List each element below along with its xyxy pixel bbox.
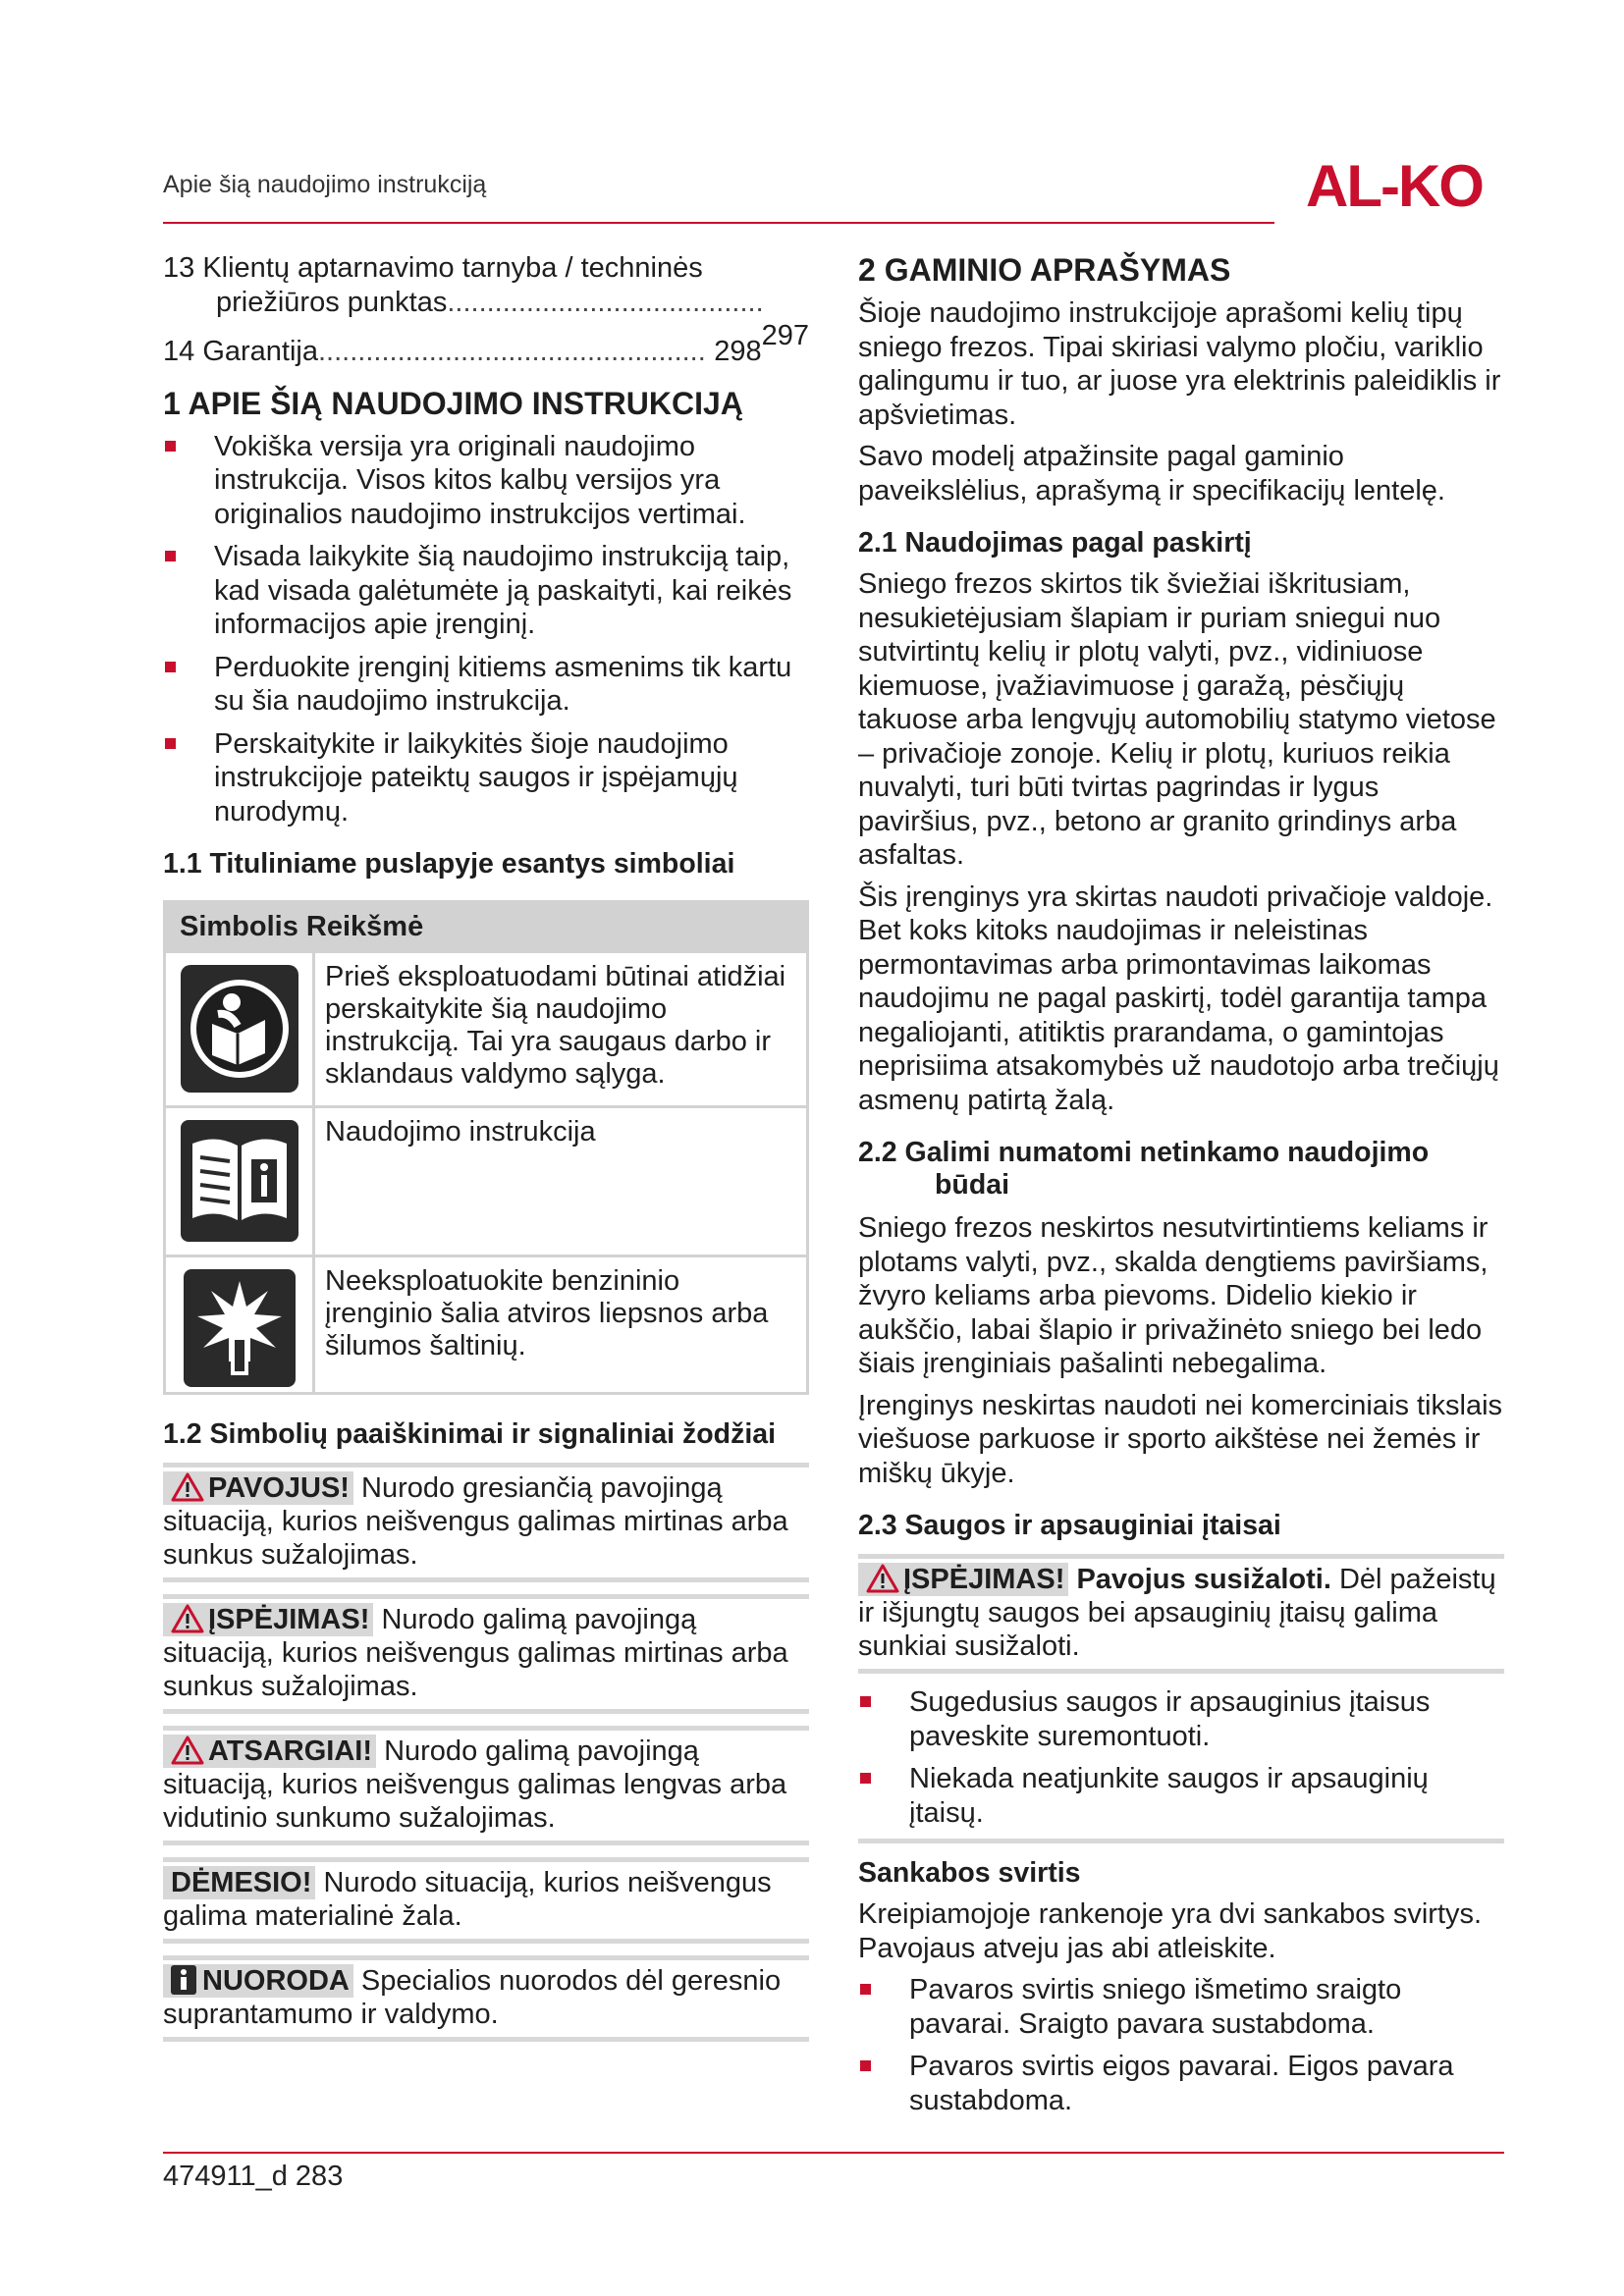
warning-triangle-icon: [171, 1604, 204, 1633]
list-item: Pavaros svirtis eigos pavarai. Eigos pavara sustabdoma.: [858, 2050, 1504, 2117]
manual-info-icon: [179, 1118, 300, 1244]
signal-word: NUORODA: [202, 1965, 350, 1997]
signal-word: PAVOJUS!: [208, 1472, 350, 1504]
toc-title: Klientų aptarnavimo tarnyba / techninės priežiūros punktas: [202, 252, 703, 318]
read-manual-icon: [179, 963, 300, 1095]
toc-entry: 13 Klientų aptarnavimo tarnyba / techninės priežiūros punktas........................................ 297: [163, 252, 809, 351]
footer-page-id: 474911_d 283: [163, 2161, 344, 2192]
symbol-meaning: Neeksploatuokite benzininio įrenginio šalia atviros liepsnos arba šilumos šaltinių.: [325, 1265, 769, 1362]
signal-word: ĮSPĖJIMAS!: [208, 1604, 370, 1635]
paragraph: Savo modelį atpažinsite pagal gaminio paveikslėlius, aprašymą ir specifikacijų lentelę.: [858, 441, 1445, 507]
toc-title: Garantija: [202, 336, 318, 367]
section-2-2-heading: 2.2 Galimi numatomi netinkamo naudojimo būdai: [858, 1137, 1430, 1201]
divider: [858, 1839, 1504, 1843]
clutch-list: [858, 1973, 1504, 2117]
symbols-table: [163, 900, 809, 1395]
paragraph: Šis įrenginys yra skirtas naudoti privačioje valdoje. Bet koks kitoks naudojimas ir neleistinas permontavimas arba primontavimas laikomas naudojimu ne pagal paskirtį, todėl garantija tampa negaliojanti, atitiktis prarandama, o gamintojas neprisiima atsakomybės už naudotojo arba trečiųjų asmenų patirtą žalą.: [858, 881, 1499, 1116]
left-column: [163, 251, 809, 2042]
warning-bold-text: Pavojus susižaloti.: [1076, 1564, 1331, 1595]
clutch-heading: Sankabos svirtis: [858, 1857, 1081, 1889]
section-1-2-heading: 1.2 Simbolių paaiškinimai ir signaliniai žodžiai: [163, 1418, 777, 1450]
toc-number: 13: [163, 252, 195, 284]
header-rule: [163, 222, 1274, 224]
signal-word: ATSARGIAI!: [208, 1735, 373, 1767]
right-column: [858, 251, 1504, 2126]
signal-text: Nurodo situaciją, kurios neišvengus galima materialinė žala.: [163, 1867, 772, 1932]
paragraph: Įrenginys neskirtas naudoti nei komerciniais tikslais viešuose parkuose ir sporto aikštėse nei žemės ir miškų ūkyje.: [858, 1389, 1503, 1489]
paragraph: Šioje naudojimo instrukcijoje aprašomi kelių tipų sniego frezos. Tipai skiriasi valymo pločiu, variklio galingumu ir tuo, ar juose yra elektrinis paleidiklis ir apšvietimas.: [858, 297, 1501, 431]
signal-caution: [163, 1726, 809, 1845]
paragraph: Kreipiamojoje rankenoje yra dvi sankabos svirtys. Pavojaus atveju jas abi atleiskite.: [858, 1898, 1483, 1964]
signal-text: Dėl pažeistų ir išjungtų saugos bei apsauginių įtaisų galima sunkiai susižaloti.: [858, 1564, 1496, 1662]
info-icon: [171, 1965, 196, 1995]
symbol-meaning: Naudojimo instrukcija: [325, 1116, 596, 1148]
toc-number: 14: [163, 336, 195, 367]
symbols-table-header: Simbolis Reikšmė: [166, 903, 806, 950]
signal-warning: [163, 1594, 809, 1714]
section-2-3-heading: 2.3 Saugos ir apsauginiai įtaisai: [858, 1510, 1281, 1541]
signal-note: [163, 1955, 809, 2042]
signal-text: Nurodo galimą pavojingą situaciją, kurios neišvengus galimas mirtinas arba sunkus sužalojimas.: [163, 1604, 788, 1702]
paragraph: Sniego frezos neskirtos nesutvirtintiems keliams ir plotams valyti, pvz., skalda dengtiems paviršiams, žvyro keliams arba pievoms. Didelio kiekio ir aukščio, labai šlapio ir privažinėto sniego bei ledo šiais įrenginiais pašalinti nebegalima.: [858, 1212, 1489, 1379]
signal-notice: [163, 1857, 809, 1944]
warning-triangle-icon: [171, 1472, 204, 1502]
signal-text: Nurodo galimą pavojingą situaciją, kurios neišvengus galimas lengvas arba vidutinio sunkumo sužalojimas.: [163, 1735, 787, 1834]
list-item: Perskaitykite ir laikykitės šioje naudojimo instrukcijoje pateiktų saugos ir įspėjamųjų nurodymų.: [163, 727, 809, 829]
signal-word: ĮSPĖJIMAS!: [903, 1564, 1065, 1595]
section-1-list: [163, 430, 809, 829]
no-open-flame-icon: [182, 1267, 298, 1389]
svg-text:AL-KO: AL-KO: [1306, 155, 1483, 214]
warning-triangle-icon: [866, 1564, 899, 1593]
symbol-meaning: Prieš eksploatuodami būtinai atidžiai perskaitykite šią naudojimo instrukciją. Tai yra saugaus darbo ir sklandaus valdymo sąlyga.: [325, 961, 786, 1090]
signal-text: Specialios nuorodos dėl geresnio suprantamumo ir valdymo.: [163, 1965, 782, 2030]
table-row: [166, 1105, 806, 1255]
footer-rule: [163, 2152, 1504, 2154]
table-row: [166, 950, 806, 1105]
list-item: Perduokite įrenginį kitiems asmenims tik kartu su šia naudojimo instrukcija.: [163, 651, 809, 719]
running-header: Apie šią naudojimo instrukciją: [163, 171, 487, 198]
section-1-1-heading: 1.1 Tituliniame puslapyje esantys simboliai: [163, 848, 735, 880]
section-2-heading: 2 GAMINIO APRAŠYMAS: [858, 252, 1231, 288]
list-item: Sugedusius saugos ir apsauginius įtaisus paveskite suremontuoti.: [858, 1685, 1504, 1753]
toc-page: 298: [714, 336, 762, 367]
list-item: Visada laikykite šią naudojimo instrukciją taip, kad visada galėtumėte ją paskaityti, kai reikės informacijos apie įrenginį.: [163, 540, 809, 642]
safety-warning: [858, 1554, 1504, 1674]
toc-entry: 298 14 Garantija.................................................: [163, 336, 762, 367]
signal-text: Nurodo gresiančią pavojingą situaciją, kurios neišvengus galimas mirtinas arba sunkus sužalojimas.: [163, 1472, 788, 1571]
toc-page: 297: [761, 320, 809, 351]
warning-triangle-icon: [171, 1735, 204, 1765]
signal-word: DĖMESIO!: [163, 1866, 315, 1899]
list-item: Niekada neatjunkite saugos ir apsauginių įtaisų.: [858, 1762, 1504, 1830]
table-row: [166, 1255, 806, 1392]
safety-list: [858, 1685, 1504, 1830]
list-item: Pavaros svirtis sniego išmetimo sraigto pavarai. Sraigto pavara sustabdoma.: [858, 1973, 1504, 2041]
paragraph: Sniego frezos skirtos tik šviežiai iškritusiam, nesukietėjusiam šlapiam ir puriam sniegui nuo sutvirtintų kelių ir plotų valyti, pvz., vidiniuose kiemuose, įvažiavimuose į garažą, pėsčiųjų takuose arba lengvųjų automobilių statymo vietose – privačioje zonoje. Kelių ir plotų, kuriuos reikia nuvalyti, turi būti tvirtas pagrindas ir lygus paviršius, pvz., betono ar granito grindinys arba asfaltas.: [858, 568, 1496, 871]
signal-danger: [163, 1463, 809, 1582]
section-2-1-heading: 2.1 Naudojimas pagal paskirtį: [858, 527, 1252, 559]
alko-logo: [1286, 155, 1502, 214]
list-item: Vokiška versija yra originali naudojimo instrukcija. Visos kitos kalbų versijos yra originalios naudojimo instrukcijos vertimai.: [163, 430, 809, 532]
section-1-heading: 1 APIE ŠIĄ NAUDOJIMO INSTRUKCIJĄ: [163, 385, 743, 421]
